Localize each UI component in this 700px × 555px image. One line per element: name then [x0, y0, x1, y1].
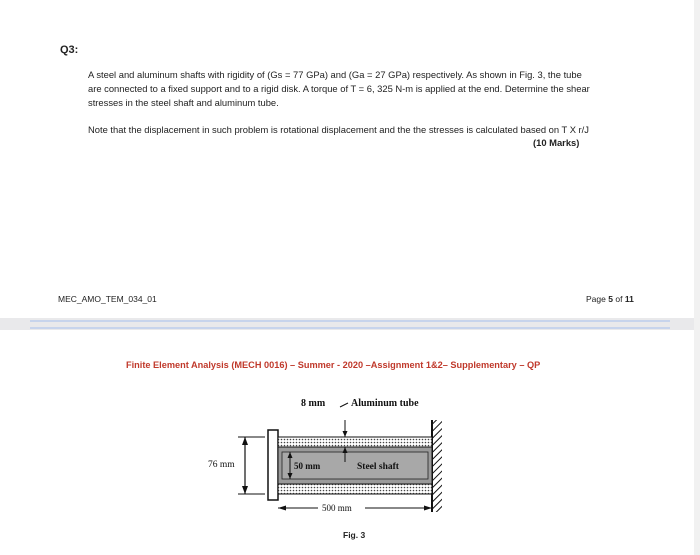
page-number [586, 294, 634, 304]
question-label: Q3: [60, 44, 79, 56]
inner-diameter-label: 50 mm [294, 461, 321, 471]
outer-dim-arrow-top [242, 437, 248, 445]
page-total: 11 [624, 294, 634, 304]
thickness-label: 8 mm [301, 398, 326, 409]
question-note: Note that the displacement in such problem is rotational displacement and the the stresses is calculated based on T X r/J [88, 124, 589, 135]
thickness-arrow-top [343, 431, 348, 437]
length-dim-arrow-right [424, 506, 432, 511]
tube-label: Aluminum tube [351, 398, 419, 409]
aluminum-tube-top [278, 437, 432, 447]
thickness-leader [340, 403, 348, 407]
fixed-support [432, 420, 442, 512]
figure-3-diagram [190, 390, 490, 525]
question-paragraph: A steel and aluminum shafts with rigidity of (Gs = 77 GPa) and (Ga = 27 GPa) respectively. As shown in Fig. 3, the tube are connected to a fixed support and to a rigid disk. A torque of T = 6, 325 N-m is applied at the end. Determine the shear stresses in the steel shaft and aluminum tube. [88, 69, 590, 108]
question-marks: (10 Marks) [533, 137, 580, 148]
shaft-label: Steel shaft [357, 462, 399, 472]
length-dim-arrow-left [278, 506, 286, 511]
figure-caption: Fig. 3 [343, 530, 366, 540]
page-prefix: Page [586, 294, 606, 304]
document-page-5 [30, 0, 670, 318]
page-of: of [615, 294, 623, 304]
page-separator-line [30, 320, 670, 322]
document-code: MEC_AMO_TEM_034_01 [58, 294, 157, 304]
page-separator-line [30, 327, 670, 329]
outer-diameter-label: 76 mm [208, 460, 235, 470]
outer-dim-arrow-bottom [242, 486, 248, 494]
rigid-disk [268, 430, 278, 500]
next-page-header: Finite Element Analysis (MECH 0016) – Summer - 2020 –Assignment 1&2– Supplementary – QP [126, 360, 541, 370]
scrollbar-track[interactable] [694, 0, 700, 555]
length-label: 500 mm [322, 503, 352, 513]
page-current: 5 [608, 294, 613, 304]
aluminum-tube-bottom [278, 484, 432, 494]
